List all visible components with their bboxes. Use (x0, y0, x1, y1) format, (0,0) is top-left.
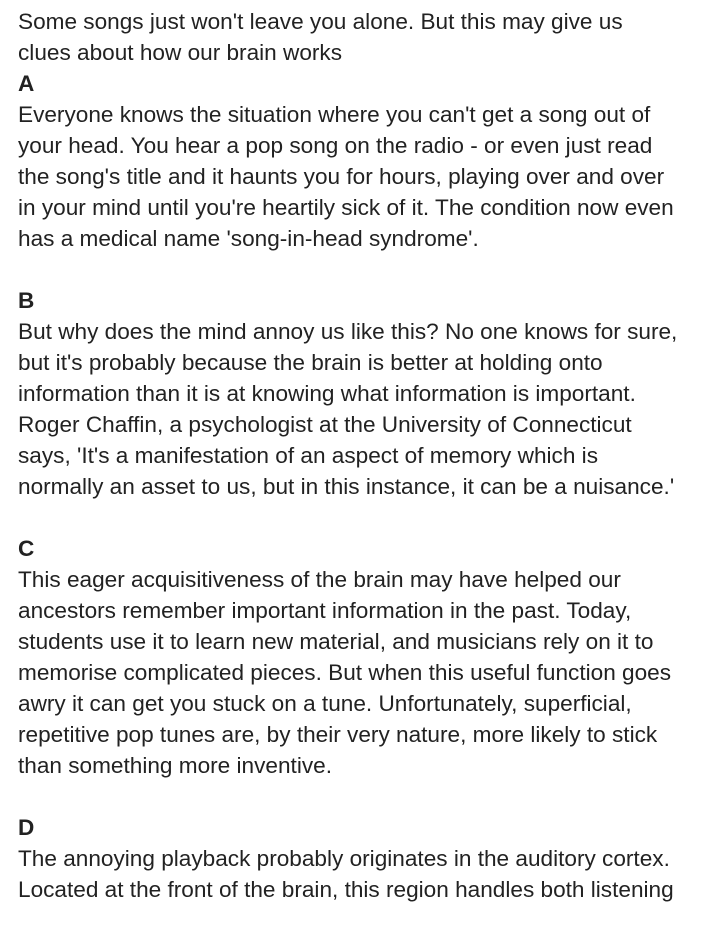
paragraph-line: Located at the front of the brain, this region handles both listening (18, 877, 674, 902)
section-heading: A (18, 71, 35, 96)
article-page (18, 6, 718, 936)
paragraph-line: but it's probably because the brain is better at holding onto (18, 350, 603, 375)
section-heading: B (18, 288, 35, 313)
paragraph-line: The annoying playback probably originates in the auditory cortex. (18, 846, 670, 871)
section-paragraph (18, 316, 718, 502)
section-paragraph (18, 99, 718, 254)
paragraph-line: than something more inventive. (18, 753, 332, 778)
paragraph-line: students use it to learn new material, and musicians rely on it to (18, 629, 654, 654)
paragraph-line: repetitive pop tunes are, by their very nature, more likely to stick (18, 722, 658, 747)
paragraph-line: Roger Chaffin, a psychologist at the University of Connecticut (18, 412, 632, 437)
paragraph-line: says, 'It's a manifestation of an aspect of memory which is (18, 443, 598, 468)
section-b (18, 285, 718, 502)
paragraph-line: This eager acquisitiveness of the brain may have helped our (18, 567, 621, 592)
paragraph-line: your head. You hear a pop song on the radio - or even just read (18, 133, 653, 158)
section-d (18, 812, 718, 905)
intro-line: clues about how our brain works (18, 40, 343, 65)
paragraph-line: has a medical name 'song-in-head syndrome'. (18, 226, 479, 251)
paragraph-line: Everyone knows the situation where you can't get a song out of (18, 102, 651, 127)
intro-line: Some songs just won't leave you alone. But this may give us (18, 9, 623, 34)
section-paragraph (18, 564, 718, 781)
section-c (18, 533, 718, 781)
intro-paragraph (18, 6, 718, 68)
paragraph-line: in your mind until you're heartily sick of it. The condition now even (18, 195, 674, 220)
paragraph-line: normally an asset to us, but in this instance, it can be a nuisance.' (18, 474, 675, 499)
paragraph-line: ancestors remember important information in the past. Today, (18, 598, 632, 623)
paragraph-line: memorise complicated pieces. But when this useful function goes (18, 660, 672, 685)
paragraph-line: the song's title and it haunts you for hours, playing over and over (18, 164, 665, 189)
paragraph-line: information than it is at knowing what information is important. (18, 381, 636, 406)
paragraph-line: awry it can get you stuck on a tune. Unfortunately, superficial, (18, 691, 632, 716)
section-paragraph (18, 843, 718, 905)
section-a (18, 68, 718, 254)
paragraph-line: But why does the mind annoy us like this? No one knows for sure, (18, 319, 678, 344)
section-heading: C (18, 536, 35, 561)
section-heading: D (18, 815, 35, 840)
